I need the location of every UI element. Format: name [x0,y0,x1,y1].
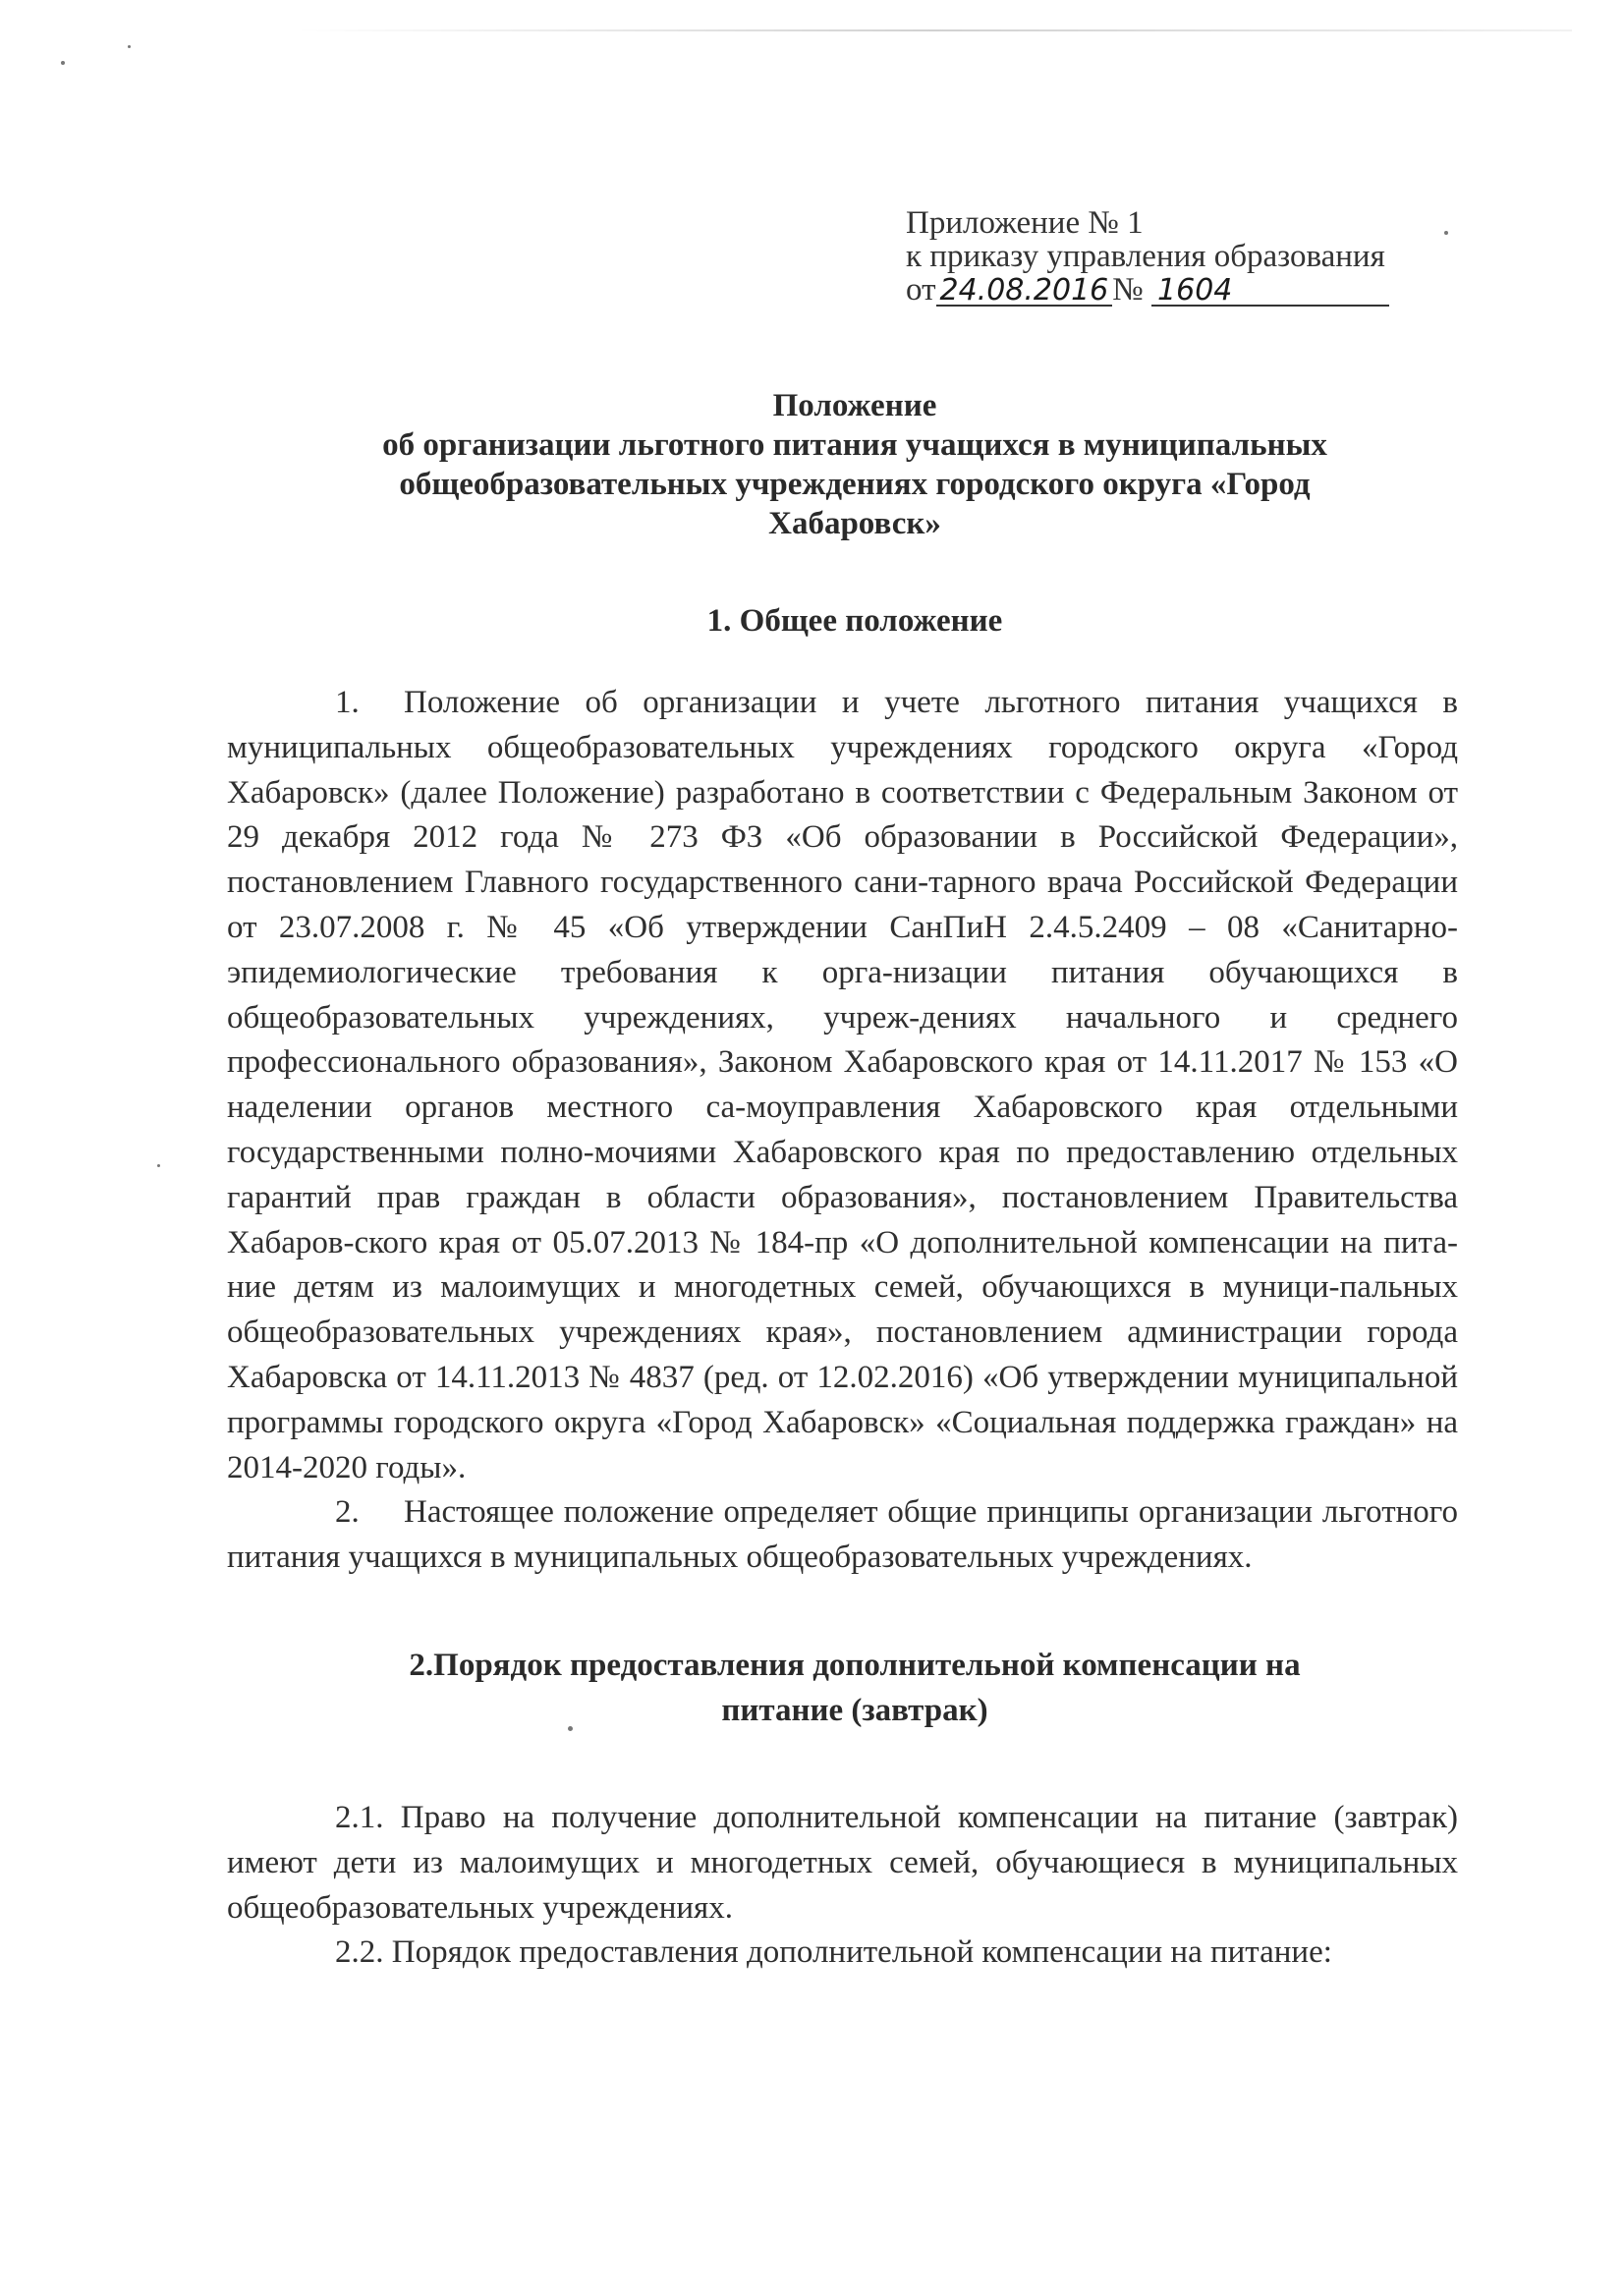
item-text: Настоящее положение определяет общие принципы организации льготного питания учащихся в муниципальных общеобразовательных учреждениях. [227,1494,1458,1576]
appendix-number: Приложение № 1 [906,205,1144,241]
scan-speck [157,1164,160,1167]
title-line-4: Хабаровск» [768,506,941,541]
paragraph-2-2: 2.2. Порядок предоставления дополнительной компенсации на питание: [335,1934,1332,1971]
number-sign: № [1112,272,1144,308]
document-title [226,386,1484,543]
title-line-2: об организации льготного питания учащихся в муниципальных [382,427,1327,463]
handwritten-order-number: 1604 [1151,277,1389,307]
item-number: 1. [335,685,360,720]
section-2-body [227,1796,1458,1976]
section-2-heading [226,1643,1484,1733]
section-1-item-1 [227,681,1458,1490]
item-text: Положение об организации и учете льготного питания учащихся в муниципальных общеобразовательных учреждениях городского округа «Город Хабаровск» (далее Положение) разработано в соответствии с Федеральным Законом от 29 декабря 2012 года № 273 ФЗ «Об образовании в Российской Федерации», постановлением Главного государственного сани-тарного врача Российской Федерации от 23.07.2008 г. № 45 «Об утверждении СанПиН 2.4.5.2409 – 08 «Санитарно-эпидемиологические требования к орга-низации питания обучающихся в общеобразовательных учреждениях, учреж-дениях начального и среднего профессионального образования», Законом Хабаровского края от 14.11.2017 № 153 «О наделении органов местного са-моуправления Хабаровского края отдельными государственными полно-мочиями Хабаровского края по предоставлению отдельных гарантий прав граждан в области образования», постановлением Правительства Хабаров-ского края от 05.07.2013 № 184-пр «О дополнительной компенсации на пита-ние детям из малоимущих и многодетных семей, обучающихся в муници-пальных общеобразовательных учреждениях края», постановлением администрации города Хабаровска от 14.11.2013 № 4837 (ред. от 12.02.2016) «Об утверждении муниципальной программы городского округа «Город Хабаровск» «Социальная поддержка граждан» на 2014-2020 годы». [227,685,1458,1485]
scan-edge-line [295,29,1572,31]
paragraph-2-1: 2.1. Право на получение дополнительной компенсации на питание (завтрак) имеют дети из малоимущих и многодетных семей, обучающиеся в муниципальных общеобразовательных учреждениях. [227,1800,1458,1926]
section-1-heading: 1. Общее положение [706,603,1003,639]
handwritten-date: 24.08.2016 [936,277,1113,307]
section-2-heading-line-1: 2.Порядок предоставления дополнительной компенсации на [409,1648,1301,1683]
order-date-line [906,273,1456,307]
item-number: 2. [335,1494,360,1531]
order-reference: к приказу управления образования [906,239,1385,274]
section-1-body [227,681,1458,1581]
title-line-3: общеобразовательных учреждениях городского округа «Город [399,467,1311,502]
appendix-header [906,206,1456,307]
scan-speck [128,45,131,48]
scan-speck [61,61,65,65]
title-line-1: Положение [772,388,937,423]
date-prefix: от [906,272,936,308]
section-1-item-2 [227,1490,1458,1581]
section-2-heading-line-2: питание (завтрак) [721,1693,988,1728]
